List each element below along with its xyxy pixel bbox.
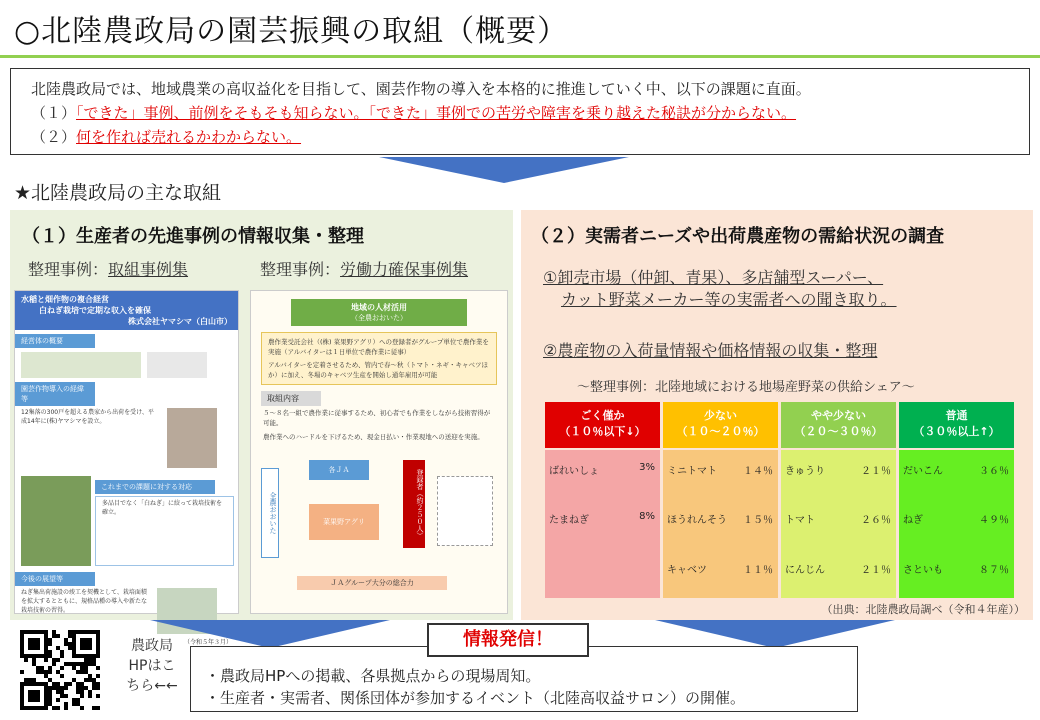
doc1-field-photo bbox=[21, 476, 91, 566]
share-value: ２１％ bbox=[861, 466, 891, 477]
doc1-bar-3: これまでの課題に対する対応 bbox=[95, 480, 215, 494]
down-arrow-right-icon bbox=[655, 620, 895, 648]
issue-intro: 北陸農政局では、地域農業の高収益化を目指して、園芸作物の導入を本格的に推進していく中、以下の課題に直面。 bbox=[31, 80, 811, 98]
category-label: やや少ない bbox=[811, 409, 866, 422]
doc2-node-zennoh: 全農おおいた bbox=[261, 468, 279, 558]
issue-item-2 bbox=[31, 125, 1009, 149]
right-item-1-line2: カット野菜メーカー等の実需者への聞き取り。 bbox=[561, 290, 897, 309]
crop-label: ミニトマト bbox=[667, 466, 717, 477]
doc2-box-2: アルバイターを定着させるため、管内で春〜秋（トマト・ネギ・キャベツほか）に加え、冬場のキャベツ生産を開始し通年雇用が可能 bbox=[268, 361, 489, 379]
doc1-title: 水稲と畑作物の複合経営 bbox=[21, 295, 109, 304]
issue-text-2: 何を作れば売れるかわからない。 bbox=[76, 128, 302, 146]
info-line-2: ・生産者・実需者、関係団体が参加するイベント（北陸高収益サロン）の開催。 bbox=[205, 689, 746, 707]
doc2-node-agri: 菜果野アグリ bbox=[309, 504, 379, 540]
doc1-field-row bbox=[15, 476, 238, 566]
labor-collection-prefix: 整理事例： bbox=[260, 260, 341, 279]
doc1-person-photo bbox=[167, 408, 217, 468]
right-panel bbox=[521, 210, 1033, 620]
doc1-footer: （令和５年３月） bbox=[183, 639, 232, 646]
doc2-header-title: 地域の人材活用 bbox=[351, 303, 407, 312]
share-value: ３６％ bbox=[979, 466, 1009, 477]
doc2-box-1: 農作業受託会社（(株) 菜果野アグリ）への登録者がグループ単位で農作業を実施（アルバイターは１日単位で農作業に従事） bbox=[268, 338, 489, 356]
case-collection-prefix: 整理事例： bbox=[28, 260, 109, 279]
supply-share-table bbox=[545, 402, 1017, 598]
info-line-1: ・農政局HPへの掲載、各県拠点からの現場周知。 bbox=[205, 667, 541, 685]
crop-label: きゅうり bbox=[785, 466, 825, 477]
crop-label: たまねぎ bbox=[549, 515, 589, 527]
category-label: ごく僅か bbox=[580, 409, 625, 422]
category-header-2 bbox=[781, 402, 896, 448]
share-value: ４９％ bbox=[979, 515, 1009, 527]
doc2-node-attributes bbox=[437, 476, 493, 546]
issue-num-2: （２） bbox=[31, 128, 77, 146]
doc1-bar-1: 経営体の概要 bbox=[15, 334, 95, 348]
share-value: １４％ bbox=[743, 466, 773, 477]
share-value: １５％ bbox=[743, 515, 773, 527]
doc2-summary-box bbox=[261, 332, 497, 385]
doc2-diagram bbox=[257, 448, 501, 598]
labor-document-thumbnail[interactable] bbox=[250, 290, 508, 614]
crop-label: ばれいしょ bbox=[549, 466, 599, 477]
section-label: ★北陸農政局の主な取組 bbox=[14, 182, 222, 204]
doc1-subtitle: 白ねぎ栽培で定期な収入を確保 bbox=[39, 306, 151, 315]
doc2-text-2: 農作業へのハードルを下げるため、現金日払い・作業現地への送迎を実施。 bbox=[263, 433, 484, 441]
qr-label: 農政局HPはこちら←← bbox=[126, 638, 178, 694]
doc2-node-ja: 各ＪＡ bbox=[309, 460, 369, 480]
crop-label: ねぎ bbox=[903, 515, 923, 527]
crop-label: トマト bbox=[785, 515, 815, 527]
issue-box bbox=[10, 68, 1030, 155]
category-range: （３０％以上↑） bbox=[913, 425, 1000, 438]
down-arrow-icon bbox=[379, 157, 629, 183]
page-title: ○北陸農政局の園芸振興の取組（概要） bbox=[14, 14, 569, 49]
doc1-photo-1 bbox=[21, 352, 141, 378]
category-range: （１０％以下↓） bbox=[559, 425, 646, 438]
doc1-header bbox=[15, 291, 238, 330]
doc2-node-registrant bbox=[403, 460, 425, 548]
crop-label: キャベツ bbox=[667, 564, 707, 576]
category-label: 少ない bbox=[704, 409, 737, 422]
category-header-0 bbox=[545, 402, 660, 448]
right-panel-heading: （２）実需者ニーズや出荷農産物の需給状況の調査 bbox=[531, 226, 945, 247]
doc2-node-registrant-label: 登録者 bbox=[416, 469, 424, 490]
crop-label: だいこん bbox=[903, 466, 943, 477]
left-panel-heading: （１）生産者の先進事例の情報収集・整理 bbox=[22, 226, 364, 247]
info-banner: 情報発信！ bbox=[427, 623, 589, 657]
category-range: （２０〜３０％） bbox=[794, 425, 883, 438]
category-label: 普通 bbox=[945, 409, 968, 422]
category-range: （１０〜２０％） bbox=[676, 425, 765, 438]
doc2-header bbox=[291, 299, 467, 326]
crop-label: ほうれんそう bbox=[667, 515, 727, 527]
labor-collection-link[interactable]: 労働力確保事例集 bbox=[340, 260, 469, 279]
title-divider bbox=[0, 55, 1040, 58]
share-value: 3% bbox=[639, 462, 655, 473]
share-value: 8% bbox=[639, 511, 655, 523]
case-document-thumbnail[interactable] bbox=[14, 290, 239, 646]
case-collection-link[interactable]: 取組事例集 bbox=[108, 260, 189, 279]
issue-num-1: （１） bbox=[31, 104, 77, 122]
qr-code-icon[interactable] bbox=[10, 630, 112, 710]
crop-label: さといも bbox=[903, 564, 943, 576]
chart-caption: 〜整理事例：北陸地域における地場産野菜の供給シェア〜 bbox=[577, 380, 915, 395]
right-item-1-line1: ①卸売市場（仲卸、青果）、多店舗型スーパー、 bbox=[543, 268, 884, 287]
doc2-node-registrant-count: （約２５０人） bbox=[416, 490, 424, 539]
doc2-text-1: ５〜８名一組で農作業に従事するため、初心者でも作業をしながら技術習得が可能。 bbox=[263, 409, 491, 427]
doc2-header-sub: （全農おおいた） bbox=[351, 314, 407, 322]
doc1-bar-2: 園芸作物導入の経緯等 bbox=[15, 382, 95, 406]
right-item-2: ②農産物の入荷量情報や価格情報の収集・整理 bbox=[543, 341, 878, 360]
doc1-body-row bbox=[15, 406, 238, 470]
share-value: １１％ bbox=[743, 564, 773, 576]
doc1-company: 株式会社ヤマシマ（白山市） bbox=[128, 317, 232, 326]
issue-item-1 bbox=[31, 101, 1009, 125]
share-value: ８７％ bbox=[979, 564, 1009, 576]
labor-collection-label bbox=[260, 257, 468, 280]
source-note: （出典：北陸農政局調べ（令和４年産）） bbox=[821, 603, 1025, 616]
doc1-photo-2 bbox=[147, 352, 207, 378]
share-value: ２１％ bbox=[861, 564, 891, 576]
doc1-text-3: ねぎ集出荷施設の竣工を契機として、栽培面積を拡大するとともに、規格品種の導入や新たな栽培技術の習得。 bbox=[21, 589, 148, 614]
crop-label: にんじん bbox=[785, 564, 825, 576]
category-header-3 bbox=[899, 402, 1014, 448]
issue-text-1: 「できた」事例、前例をそもそも知らない。「できた」事例での苦労や障害を乗り越えた秘訣が分からない。 bbox=[76, 104, 797, 122]
share-value: ２６％ bbox=[861, 515, 891, 527]
left-panel bbox=[10, 210, 513, 646]
case-collection-label bbox=[28, 257, 188, 280]
doc1-bar-4: 今後の展望等 bbox=[15, 572, 95, 586]
doc2-node-bottom: ＪＡグループ大分の総合力 bbox=[297, 576, 447, 590]
doc1-text-2: 多品目でなく「白ねぎ」に絞って栽培技術を確立。 bbox=[95, 496, 234, 566]
down-arrow-left-icon bbox=[150, 620, 390, 648]
doc1-photo-row bbox=[21, 352, 232, 378]
category-header-1 bbox=[663, 402, 778, 448]
doc2-section-label: 取組内容 bbox=[261, 391, 321, 406]
doc1-text-1: 12集落の300戸を超える農家から出荷を受け、平成14年に(株)ヤマシマを設立。 bbox=[21, 409, 154, 425]
